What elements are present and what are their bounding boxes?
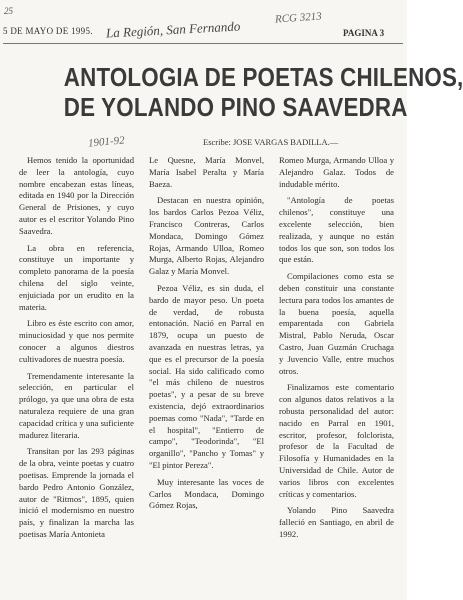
- header-rule: [3, 43, 403, 44]
- paragraph: Tremendamente interesante la selección, en particular el prólogo, ya que una obra de esta naturaleza requiere de una gran capacidad crítica y una suficiente madurez literaria.: [19, 370, 134, 440]
- title-line-2: DE YOLANDO PINO SAAVEDRA: [63, 92, 408, 122]
- paragraph: Transitan por las 293 páginas de la obra, veinte poetas y cuatro poetisas. Emprende la jornada el bardo Pedro Antonio González, autor de "Ritmos", 1895, quien inició el modernismo en nuestro país, y finalizan la marcha las poetisas María Antonieta: [19, 446, 134, 539]
- column-1: [19, 155, 134, 541]
- paragraph: La obra en referencia, constituye un importante y completo panorama de la poesía chilena del siglo veinte, enjuiciada por un erudito en la materia.: [19, 242, 134, 312]
- byline: Escribe: JOSE VARGAS BADILLA.—: [203, 137, 339, 147]
- column-3: [279, 155, 394, 541]
- title-line-1: ANTOLOGIA DE POETAS CHILENOS,: [63, 62, 463, 92]
- paragraph: Yolando Pino Saavedra falleció en Santiago, en abril de 1992.: [279, 505, 394, 539]
- paragraph: Hemos tenido la oportunidad de leer la antología, cuyo nombre encabezan estas líneas, editada en 1940 por la Dirección General de Prisiones, y cuyo autor es el escritor Yolando Pino Saavedra.: [19, 155, 134, 236]
- page-number: PAGINA 3: [343, 28, 385, 38]
- paragraph: Compilaciones como esta se deben constituir una constante lectura para todos los amantes de la buena poesía, aquella emparentada con Gabriela Mistral, Pablo Neruda, Oscar Castro, Juan Guzmán Cruchaga y Juvencio Valle, entre muchos otros.: [279, 271, 394, 376]
- paragraph: Pezoa Véliz, es sin duda, el bardo de mayor peso. Un poeta de verdad, de robusta entonación. Nació en Parral en 1879, ocupa un puesto de avanzada en nuestras letras, ya que es el precursor de la poesía social. Ha sido calificado como "el más chileno de nuestros poetas", y a pesar de su breve existencia, dejó extraordinarios poemas como "Nada", "Tarde en el hospital", "Entierro de campo", "Teodorinda", "El organillo", "Pancho y Tomas" y "El pintor Pereza".: [149, 282, 264, 470]
- paragraph: Le Quesne, María Monvel, María Isabel Peralta y María Baeza.: [149, 155, 264, 189]
- paragraph: Finalizamos este comentario con algunos datos relativos a la robusta personalidad del autor: nacido en Parral en 1901, escritor, profesor, folclorista, profesor de la Facultad de Filosofía y Humanidades en la Universidad de Chile. Autor de varios libros con excelentes críticas y comentarios.: [279, 382, 394, 499]
- paragraph: Muy interesante las voces de Carlos Mondaca, Domingo Gómez Rojas,: [149, 476, 264, 511]
- handwritten-archive-code: RCG 3213: [274, 10, 323, 26]
- publication-date: 5 DE MAYO DE 1995.: [3, 26, 93, 36]
- paragraph: "Antología de poetas chilenos", constituye una excelente selección, bien realizada, y aunque no están todos los que son, son todos los que están.: [279, 195, 394, 265]
- paragraph: Romeo Murga, Armando Ulloa y Alejandro Galaz. Todos de indudable mérito.: [279, 155, 394, 189]
- paragraph: Libro es éste escrito con amor, minuciosidad y que nos permite conocer a algunos diestros cultivadores de nuestra poesía.: [19, 318, 134, 364]
- handwritten-years: 1901-92: [87, 134, 126, 150]
- handwritten-newspaper-name: La Región, San Fernando: [105, 18, 241, 41]
- column-2: [149, 155, 264, 512]
- paragraph: Destacan en nuestra opinión, los bardos Carlos Pezoa Véliz, Francisco Contreras, Carlos Mondaca, Domingo Gómez Rojas, Armando Ulloa, Romeo Murga, Alberto Rojas, Alejandro Galaz y María Monvel.: [149, 195, 264, 277]
- handwritten-corner-note: 25: [4, 6, 13, 16]
- article-title: [63, 62, 463, 122]
